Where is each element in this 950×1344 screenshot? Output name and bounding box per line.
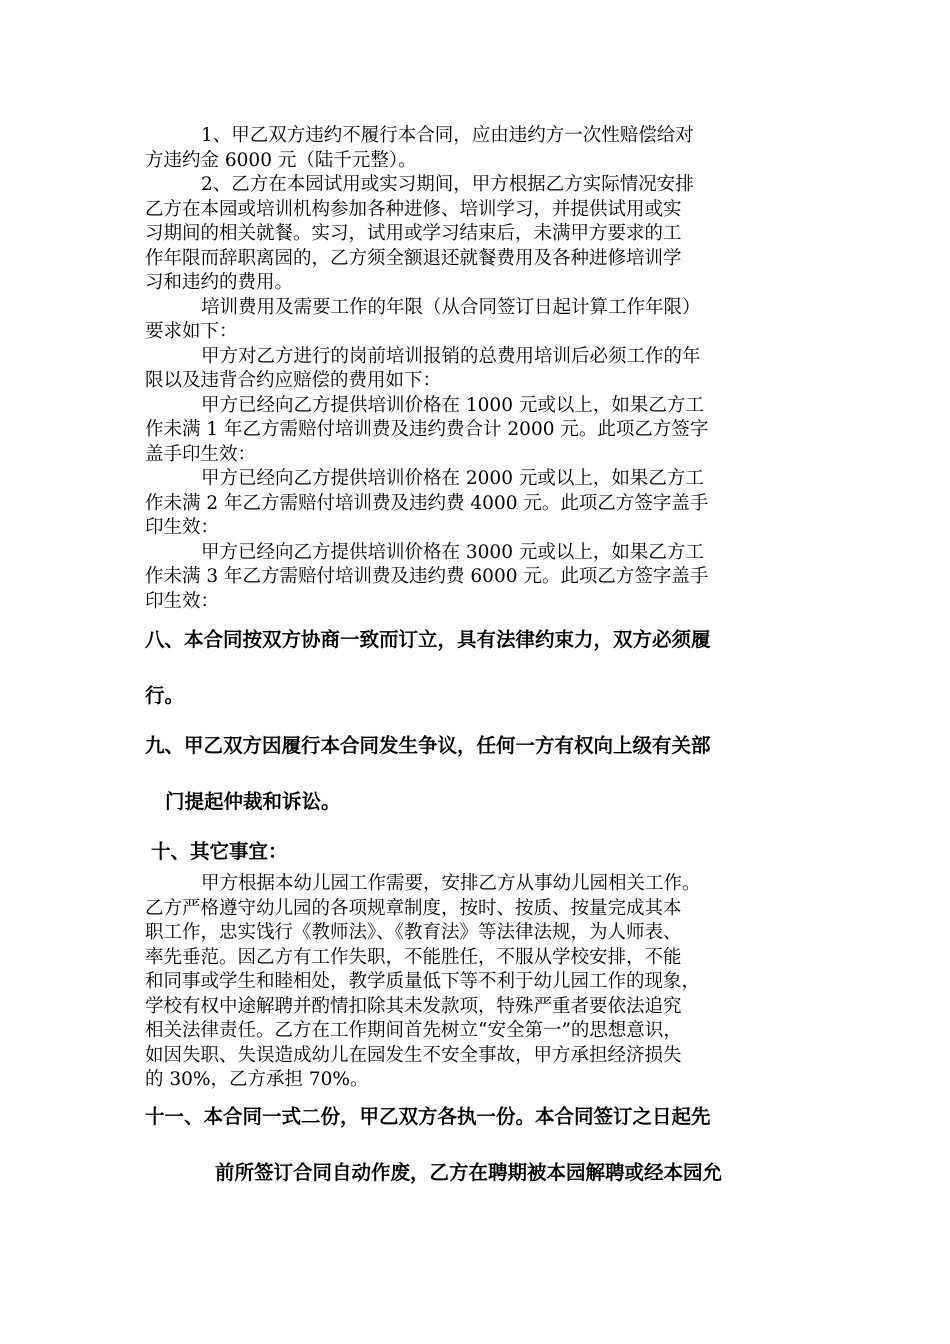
text-line: 1、甲乙双方违约不履行本合同，应由违约方一次性赔偿给对	[201, 125, 694, 146]
text-line: 作未满 2 年乙方需赔付培训费及违约费 4000 元。此项乙方签字盖手	[145, 492, 709, 514]
text-line: 如因失职、失误造成幼儿在园发生不安全事故，甲方承担经济损失	[145, 1044, 682, 1066]
text-line: 盖手印生效：	[145, 443, 257, 465]
paragraph-tier-1000	[145, 394, 807, 468]
text-line: 和同事或学生和睦相处，教学质量低下等不利于幼儿园工作的现象，	[145, 971, 701, 992]
paragraph-tier-2000	[145, 467, 807, 541]
text-line: 作未满 3 年乙方需赔付培训费及违约费 6000 元。此项乙方签字盖手	[145, 566, 709, 587]
text-line: 乙方在本园或培训机构参加各种进修、培训学习，并提供试用或实	[145, 198, 682, 220]
text-line: 率先垂范。因乙方有工作失职，不能胜任，不服从学校安排，不能	[145, 946, 682, 968]
text-line: 作未满 1 年乙方需赔付培训费及违约费合计 2000 元。此项乙方签字	[145, 419, 709, 440]
text-line: 职工作，忠实饯行《教师法》、《教育法》等法律法规，为人师表、	[145, 922, 682, 943]
text-line: 方违约金 6000 元（陆千元整）。	[145, 149, 417, 171]
heading-line: 行。	[145, 684, 185, 707]
text-line: 乙方严格遵守幼儿园的各项规章制度，按时、按质、按量完成其本	[145, 897, 682, 919]
text-line: 习期间的相关就餐。实习，试用或学习结束后，未满甲方要求的工	[145, 223, 682, 244]
section-10-title: 十、其它事宜：	[151, 840, 288, 863]
text-line: 限以及违背合约应赔偿的费用如下：	[145, 370, 442, 391]
heading-line: 门提起仲裁和诉讼。	[165, 790, 341, 813]
section-8-heading	[145, 626, 807, 710]
text-line: 2、乙方在本园试用或实习期间，甲方根据乙方实际情况安排	[201, 174, 694, 195]
text-line: 甲方已经向乙方提供培训价格在 3000 元或以上，如果乙方工	[201, 541, 704, 563]
section-10	[145, 838, 807, 1093]
paragraph-probation-training	[145, 173, 807, 296]
text-line: 印生效：	[145, 517, 220, 538]
text-line: 习和违约的费用。	[145, 272, 294, 293]
text-line: 印生效：	[145, 590, 220, 612]
text-line: 相关法律责任。乙方在工作期间首先树立“安全第一”的思想意识，	[145, 1020, 682, 1041]
text-line: 甲方根据本幼儿园工作需要，安排乙方从事幼儿园相关工作。	[201, 873, 701, 894]
text-line: 的 30%，乙方承担 70%。	[145, 1069, 369, 1090]
paragraph-training-terms	[145, 296, 807, 345]
section-9-heading	[145, 732, 807, 816]
heading-line: 十一、本合同一式二份，甲乙双方各执一份。本合同签订之日起先	[145, 1104, 711, 1128]
text-line: 培训费用及需要工作的年限（从合同签订日起计算工作年限）	[201, 296, 701, 318]
text-line: 学校有权中途解聘并酌情扣除其未发款项，特殊严重者要依法追究	[145, 995, 682, 1017]
text-line: 作年限而辞职离园的，乙方须全额退还就餐费用及各种进修培训学	[145, 247, 682, 269]
heading-line: 九、甲乙双方因履行本合同发生争议，任何一方有权向上级有关部	[145, 734, 711, 757]
paragraph-tier-3000	[145, 541, 807, 615]
heading-line: 前所签订合同自动作废，乙方在聘期被本园解聘或经本园允	[215, 1160, 723, 1184]
text-line: 甲方对乙方进行的岗前培训报销的总费用培训后必须工作的年	[201, 345, 701, 367]
paragraph-breach-penalty	[145, 124, 807, 173]
section-11-heading	[145, 1103, 807, 1187]
text-line: 要求如下：	[145, 321, 238, 342]
heading-line: 八、本合同按双方协商一致而订立，具有法律约束力，双方必须履	[145, 628, 711, 651]
document-page	[145, 124, 807, 1187]
text-line: 甲方已经向乙方提供培训价格在 2000 元或以上，如果乙方工	[201, 468, 704, 489]
text-line: 甲方已经向乙方提供培训价格在 1000 元或以上，如果乙方工	[201, 394, 704, 416]
paragraph-pre-job-training	[145, 345, 807, 394]
